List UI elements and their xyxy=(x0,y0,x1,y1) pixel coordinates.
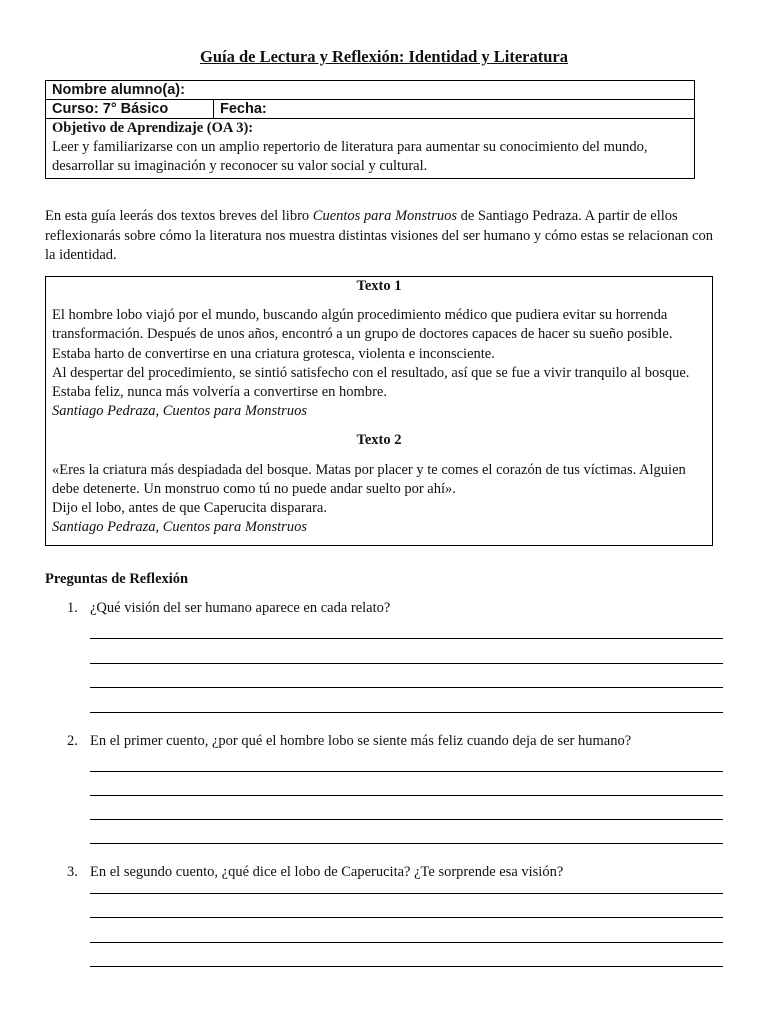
objective-title: Objetivo de Aprendizaje (OA 3): xyxy=(52,120,254,136)
text-2-source: Santiago Pedraza, Cuentos para Monstruos xyxy=(52,519,307,536)
intro-text-before: En esta guía leerás dos textos breves del libro xyxy=(45,208,313,224)
question-3 xyxy=(67,863,727,882)
answer-line[interactable] xyxy=(90,819,723,820)
text-2-line: Dijo el lobo, antes de que Caperucita disparara. xyxy=(52,500,327,517)
answer-line[interactable] xyxy=(90,966,723,967)
answer-line[interactable] xyxy=(90,712,723,713)
date-field: Fecha: xyxy=(214,100,695,119)
text-1-line: El hombre lobo viajó por el mundo, buscando algún procedimiento médico que pudiera evitar su horrenda transformación. Después de unos años, encontró a un grupo de doctores capaces de hacer su sueño posible. xyxy=(52,307,673,343)
question-text: En el segundo cuento, ¿qué dice el lobo de Caperucita? ¿Te sorprende esa visión? xyxy=(90,864,564,880)
answer-line[interactable] xyxy=(90,771,723,772)
objective-cell xyxy=(46,119,695,179)
course-field: Curso: 7° Básico xyxy=(46,100,214,119)
question-2 xyxy=(67,732,727,751)
question-text: ¿Qué visión del ser humano aparece en cada relato? xyxy=(90,600,391,616)
text-1-heading: Texto 1 xyxy=(356,278,402,294)
answer-line[interactable] xyxy=(90,893,723,894)
question-text: En el primer cuento, ¿por qué el hombre lobo se siente más feliz cuando deja de ser humano? xyxy=(90,733,632,749)
objective-line-2: desarrollar su imaginación y reconocer su valor social y cultural. xyxy=(52,158,428,174)
text-1-line: Al despertar del procedimiento, se sintió satisfecho con el resultado, así que se fue a vivir tranquilo al bosque. xyxy=(52,364,690,381)
question-number: 3. xyxy=(67,864,78,880)
text-1-source: Santiago Pedraza, Cuentos para Monstruos xyxy=(52,403,307,420)
answer-line[interactable] xyxy=(90,917,723,918)
answer-line[interactable] xyxy=(90,687,723,688)
intro-text-after: de Santiago Pedraza. A partir de ellos reflexionarás sobre cómo la literatura nos muestra distintas visiones del ser humano y cómo estas se relacionan con la identidad. xyxy=(45,208,714,263)
text-1-line: Estaba harto de convertirse en una criatura grotesca, violenta e inconsciente. xyxy=(52,345,495,362)
objective-line-1: Leer y familiarizarse con un amplio repertorio de literatura para aumentar su conocimiento del mundo, xyxy=(52,139,648,155)
answer-line[interactable] xyxy=(90,795,723,796)
answer-line[interactable] xyxy=(90,638,723,639)
student-name-field: Nombre alumno(a): xyxy=(46,81,695,100)
text-1-line: Estaba feliz, nunca más volvería a convertirse en hombre. xyxy=(52,384,387,401)
question-number: 2. xyxy=(67,733,78,749)
questions-heading: Preguntas de Reflexión xyxy=(45,571,189,587)
question-number: 1. xyxy=(67,600,78,616)
page-title: Guía de Lectura y Reflexión: Identidad y Literatura xyxy=(199,47,569,66)
student-info-table xyxy=(45,80,695,179)
answer-line[interactable] xyxy=(90,663,723,664)
objective-text xyxy=(52,138,688,178)
text-2-heading: Texto 2 xyxy=(356,432,402,449)
text-2-line: «Eres la criatura más despiadada del bosque. Matas por placer y te comes el corazón de tus víctimas. Alguien debe detenerte. Un monstruo como tú no puede andar suelto por ahí». xyxy=(52,461,686,497)
intro-paragraph xyxy=(45,207,725,266)
intro-book-title: Cuentos para Monstruos xyxy=(312,208,457,224)
answer-line[interactable] xyxy=(90,942,723,943)
question-1 xyxy=(67,599,727,618)
texts-box xyxy=(45,276,713,546)
answer-line[interactable] xyxy=(90,843,723,844)
